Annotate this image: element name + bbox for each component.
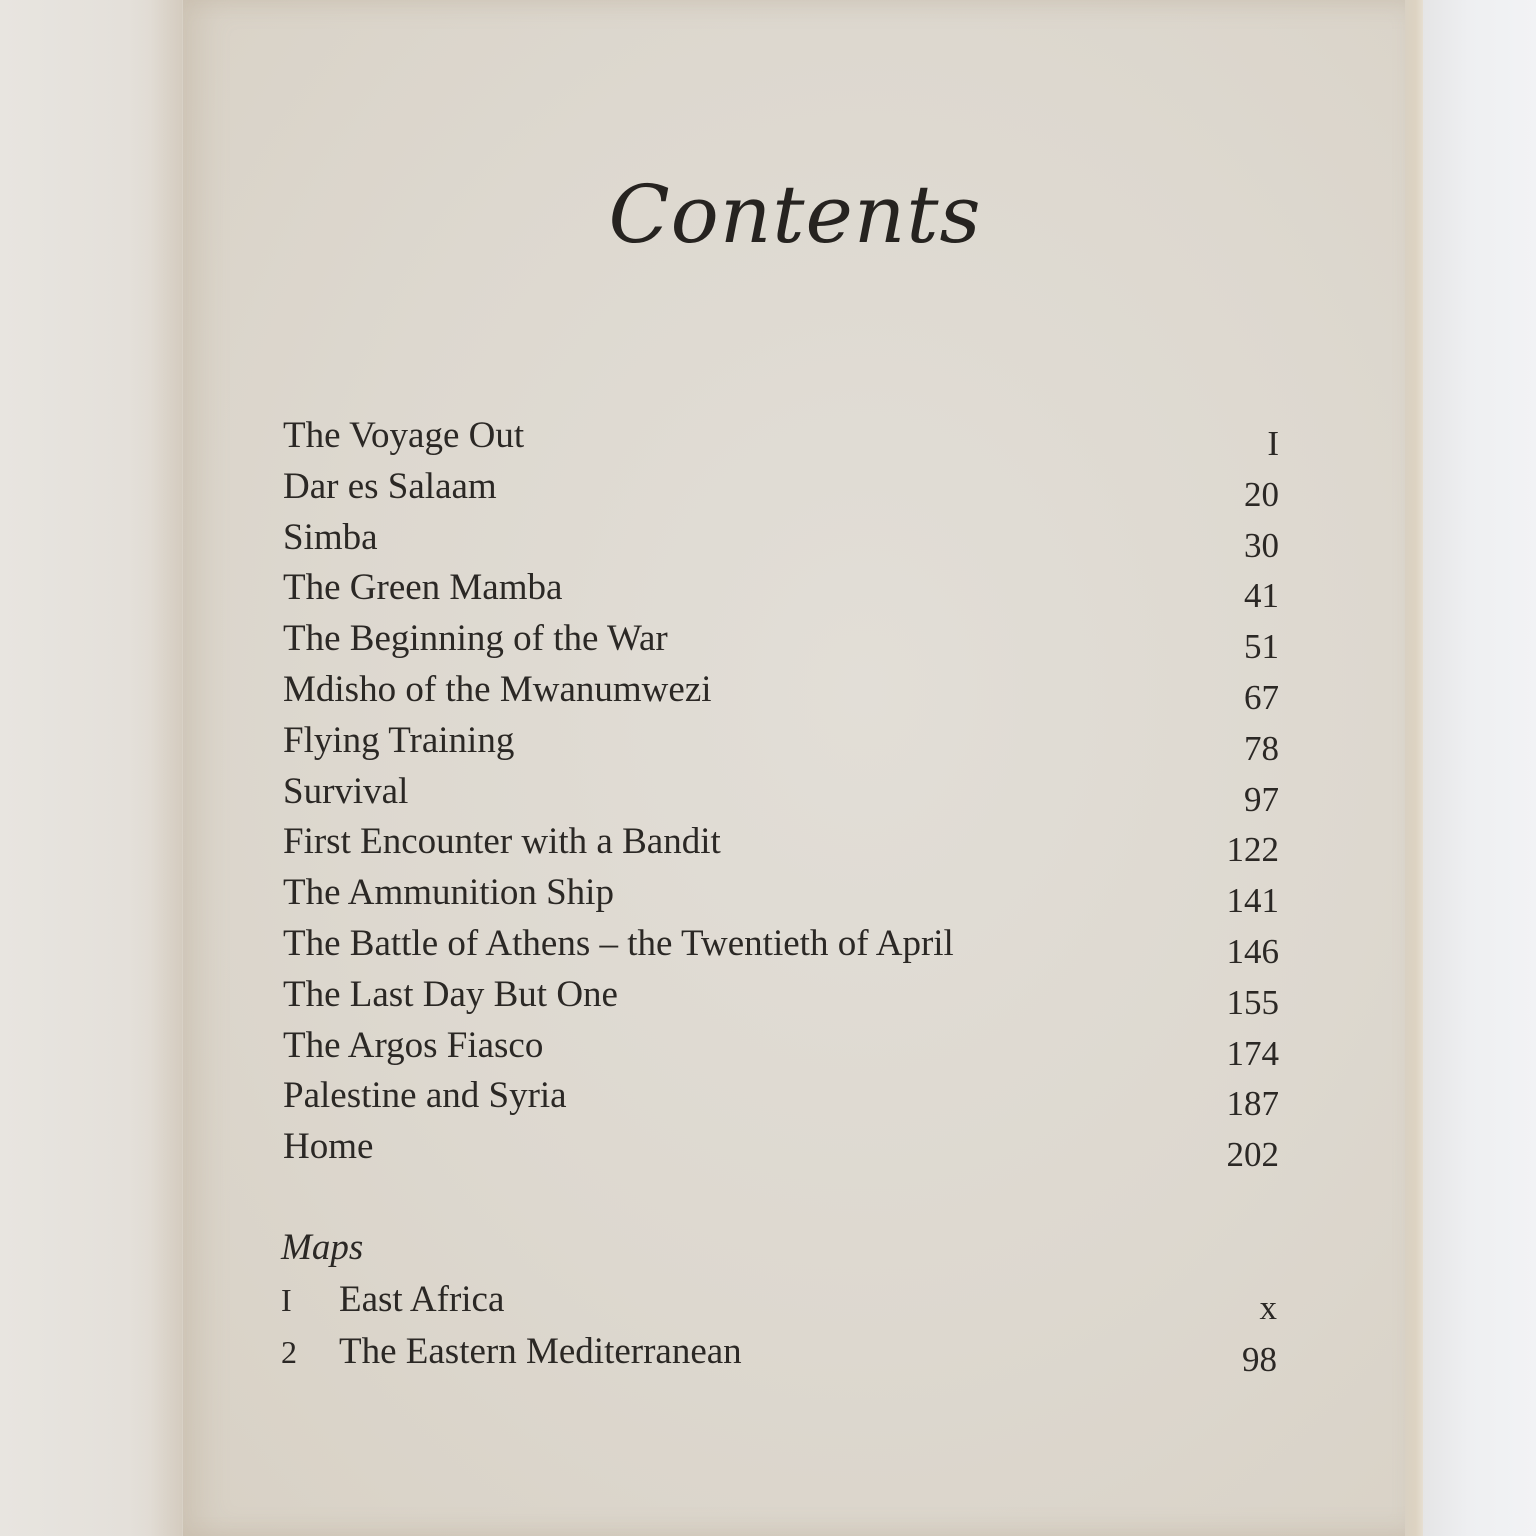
chapter-title: The Voyage Out [283, 415, 525, 456]
chapter-entry[interactable] [283, 919, 1279, 970]
maps-heading: Maps [281, 1227, 364, 1268]
chapter-title: The Green Mamba [283, 567, 563, 609]
map-number: 2 [281, 1334, 297, 1370]
chapter-title: The Last Day But One [283, 973, 618, 1015]
map-page: 98 [1242, 1340, 1277, 1379]
map-entry[interactable] [281, 1274, 1277, 1326]
chapter-title: The Battle of Athens – the Twentieth of April [283, 922, 954, 964]
chapter-page: 202 [1226, 1135, 1279, 1175]
chapter-entry[interactable] [283, 817, 1279, 868]
map-title: The Eastern Mediterranean [339, 1331, 742, 1372]
chapter-page: 51 [1244, 627, 1279, 667]
chapter-entry[interactable] [283, 970, 1279, 1021]
chapter-entry[interactable] [283, 563, 1279, 614]
chapter-page: 187 [1226, 1084, 1279, 1124]
chapter-page: 155 [1226, 982, 1279, 1022]
chapter-title: The Argos Fiasco [283, 1024, 544, 1066]
chapter-page: 141 [1226, 881, 1279, 921]
chapter-page: 146 [1226, 931, 1279, 971]
chapter-page: 78 [1244, 728, 1279, 768]
chapter-page: 122 [1226, 830, 1279, 870]
chapter-title: Mdisho of the Mwanumwezi [283, 668, 712, 710]
chapter-page: 41 [1244, 576, 1279, 616]
chapter-title: Palestine and Syria [283, 1075, 567, 1117]
chapter-entry[interactable] [283, 1021, 1279, 1072]
chapter-entry[interactable] [283, 614, 1279, 665]
chapter-title: First Encounter with a Bandit [283, 821, 721, 863]
map-title: East Africa [339, 1279, 505, 1320]
chapter-page: 67 [1244, 677, 1279, 717]
chapter-title: Dar es Salaam [283, 465, 497, 507]
chapter-entry[interactable] [283, 868, 1279, 919]
chapter-page: 97 [1244, 779, 1279, 819]
chapter-entry[interactable] [283, 513, 1279, 564]
chapter-page: 20 [1244, 474, 1279, 514]
chapter-list [283, 411, 1279, 1173]
chapter-entry[interactable] [283, 411, 1279, 462]
chapter-entry[interactable] [283, 716, 1279, 767]
maps-section [281, 1222, 1277, 1378]
map-entry[interactable] [281, 1326, 1277, 1378]
chapter-title: The Beginning of the War [283, 618, 668, 660]
chapter-entry[interactable] [283, 462, 1279, 513]
chapter-page: I [1267, 424, 1279, 463]
chapter-title: The Ammunition Ship [283, 872, 614, 914]
chapter-page: 174 [1226, 1033, 1279, 1073]
chapter-entry[interactable] [283, 767, 1279, 818]
map-page: x [1259, 1288, 1277, 1327]
chapter-title: Flying Training [283, 719, 515, 761]
chapter-entry[interactable] [283, 1071, 1279, 1122]
chapter-page: 30 [1244, 525, 1279, 565]
chapter-title: Home [283, 1126, 374, 1168]
chapter-entry[interactable] [283, 665, 1279, 716]
page-title: Contents [608, 168, 982, 261]
chapter-entry[interactable] [283, 1122, 1279, 1173]
chapter-title: Survival [283, 770, 409, 812]
chapter-title: Simba [283, 516, 378, 558]
map-number: I [281, 1282, 292, 1318]
